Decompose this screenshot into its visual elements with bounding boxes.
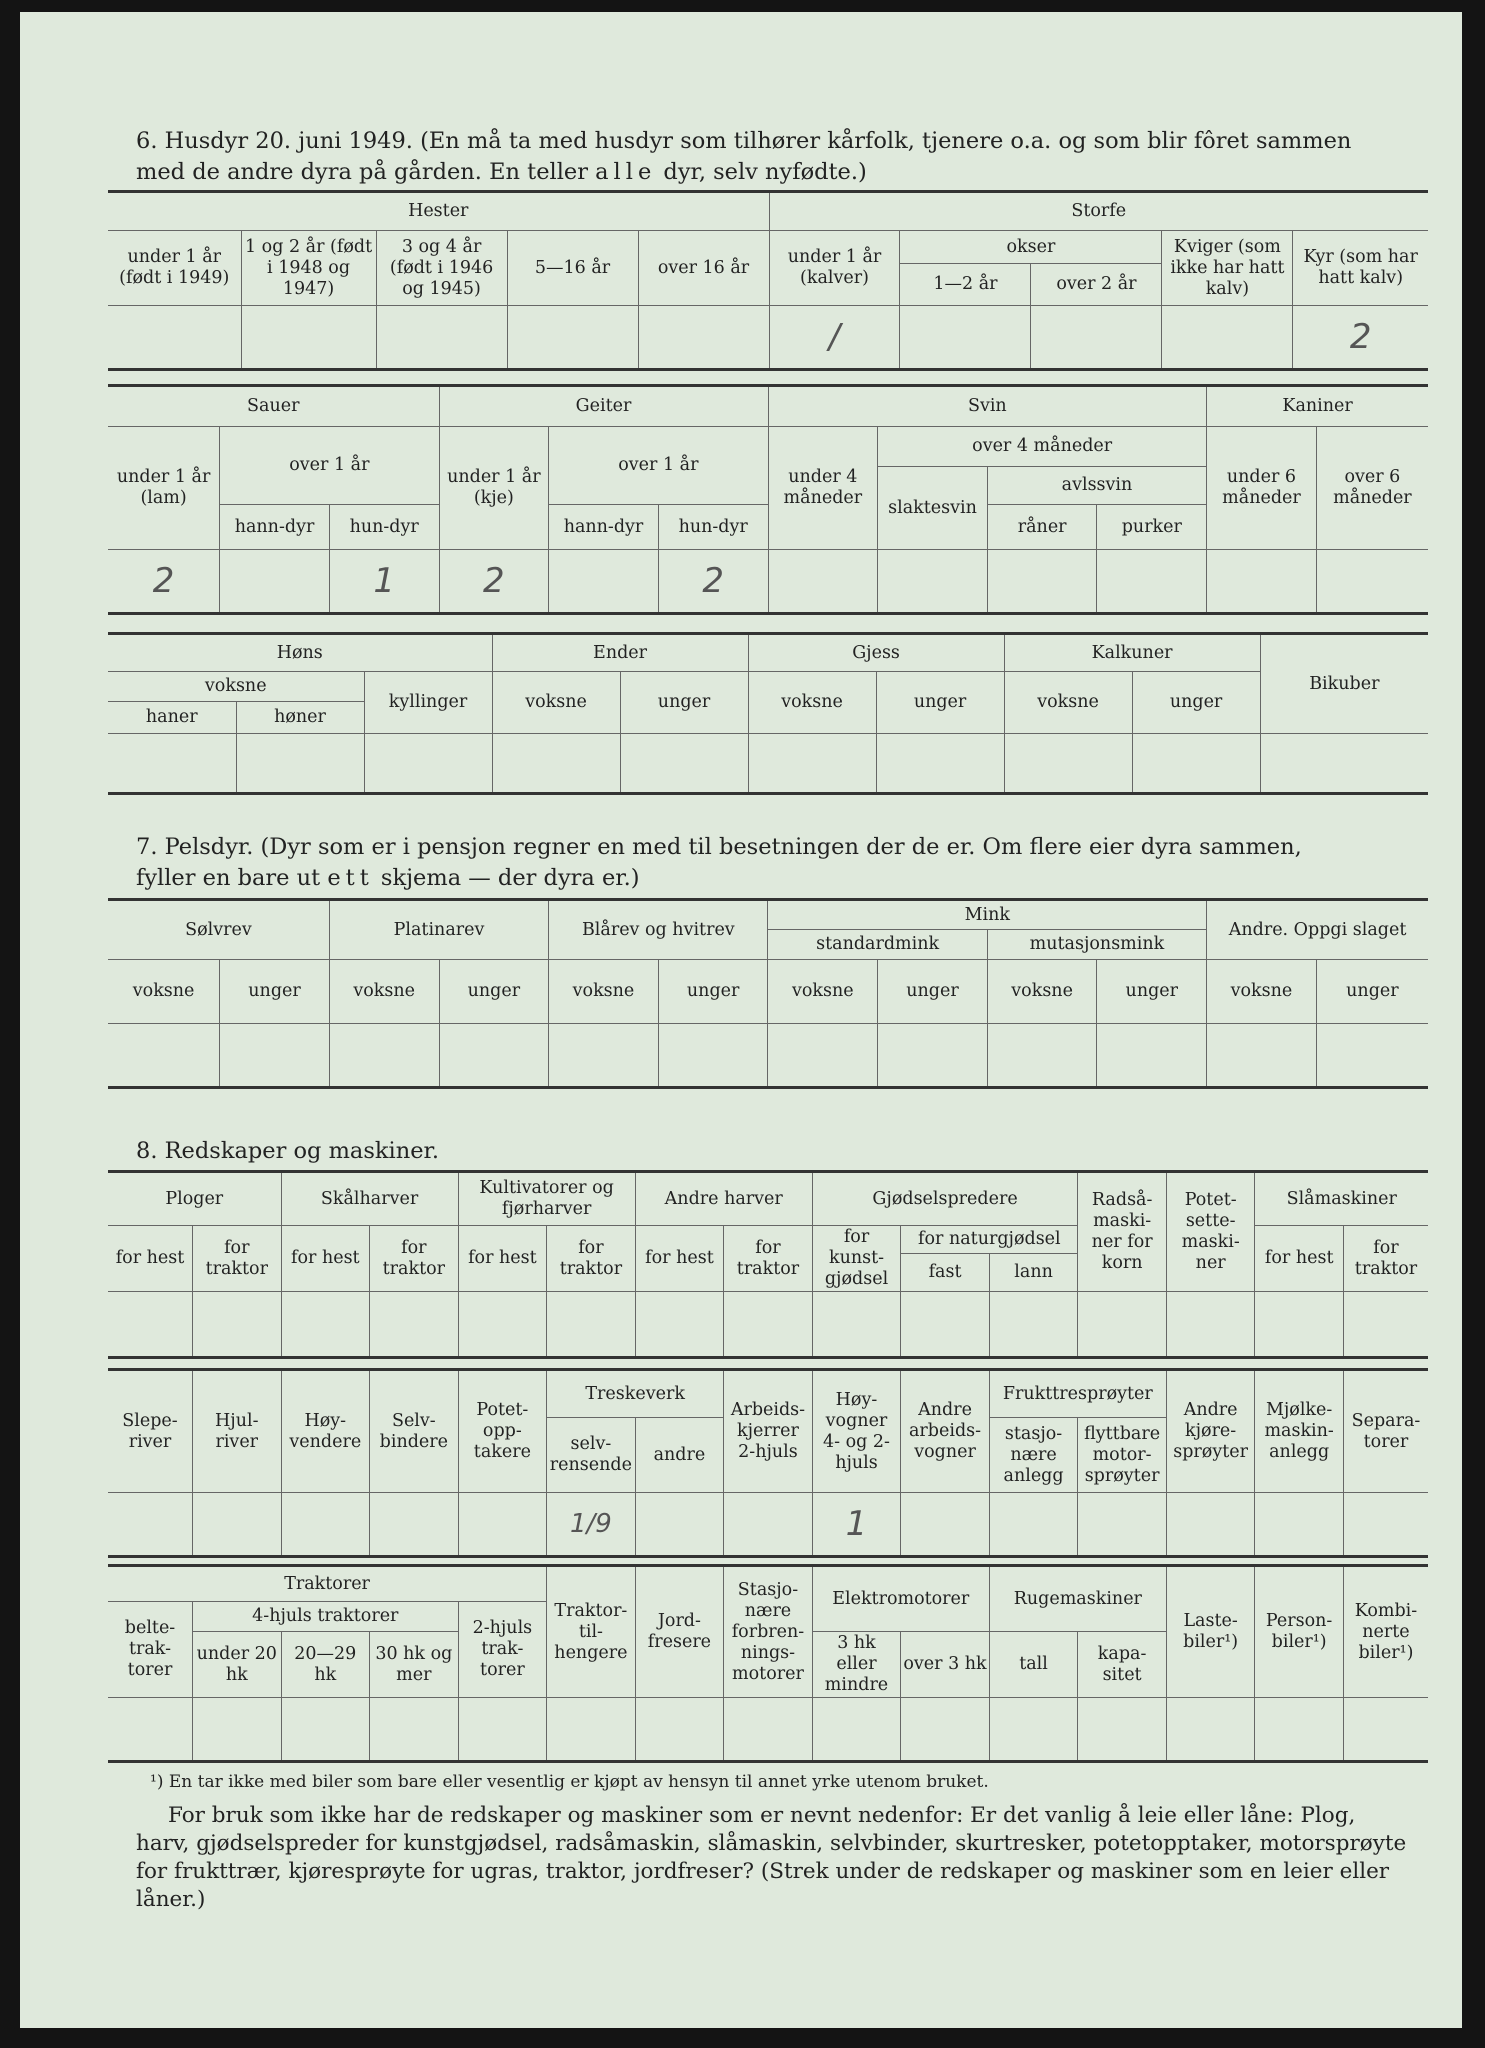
header-rugemaskiner: Rugemaskiner — [989, 1566, 1166, 1632]
header-geiter-handyr: hann-dyr — [549, 505, 659, 550]
entry-cell[interactable] — [1078, 1698, 1167, 1762]
entry-cell[interactable] — [220, 1024, 330, 1088]
rental-question-line: harv, gjødselspreder for kunstgjødsel, radsåmaskin, slåmaskin, selvbinder, skurtresker, potetopptaker, motorsprøyte — [136, 1831, 1407, 1856]
header-beltetraktorer: belte-trak-torer — [108, 1602, 193, 1698]
section-6-title-line2: med de andre dyra på gården. En teller alle dyr, selv nyfødte.) — [136, 159, 867, 185]
header-kjoresproyter: Andre kjøre-sprøyter — [1166, 1370, 1255, 1493]
header-lann: lann — [989, 1253, 1078, 1291]
header-andre-unger: unger — [1316, 960, 1428, 1024]
header-arbeidsvogner: Andre arbeids-vogner — [901, 1370, 990, 1493]
livestock-horses-cattle-table — [108, 190, 1428, 371]
header-kalkuner: Kalkuner — [1004, 634, 1260, 672]
header-solvrev-voksne: voksne — [108, 960, 220, 1024]
header-selvbindere: Selv-bindere — [370, 1370, 459, 1493]
entry-cell[interactable] — [108, 734, 236, 794]
section-6-title-line1: 6. Husdyr 20. juni 1949. (En må ta med husdyr som tilhører kårfolk, tjenere o.a. og som blir fôret sammen — [136, 128, 1352, 154]
header-hons: Høns — [108, 634, 492, 672]
entry-hoyvogner[interactable] — [812, 1493, 901, 1557]
handwritten-kalver: / — [828, 317, 841, 357]
header-honer: høner — [236, 702, 364, 734]
header-potetsettemaskiner: Potet-sette-maski-ner — [1166, 1172, 1255, 1292]
header-kultivatorer: Kultivatorer og fjørharver — [458, 1172, 635, 1226]
header-skalharver-traktor: for traktor — [370, 1226, 459, 1292]
rental-question-line: for frukttrær, kjøresprøyte for ugras, traktor, jordfreser? (Strek under de redskaper og maskiner som en leier eller låner.) — [136, 1859, 1390, 1912]
entry-cell[interactable] — [901, 1698, 990, 1762]
entry-cell[interactable] — [220, 550, 330, 614]
header-geiter: Geiter — [439, 386, 768, 427]
entry-cell[interactable] — [1097, 550, 1207, 614]
header-kyllinger: kyllinger — [364, 672, 492, 734]
header-okser-1-2: 1—2 år — [900, 264, 1031, 306]
entry-cell[interactable] — [1078, 1493, 1167, 1557]
header-ploger-hest: for hest — [108, 1226, 193, 1292]
entry-cell[interactable] — [549, 550, 659, 614]
header-purker: purker — [1097, 505, 1207, 550]
header-bikuber: Bikuber — [1260, 634, 1428, 734]
header-forbrenningsmotorer: Stasjo-nære forbren-nings-motorer — [724, 1566, 813, 1698]
entry-lam[interactable] — [108, 550, 220, 614]
header-4hjuls-traktorer: 4-hjuls traktorer — [193, 1602, 459, 1632]
entry-cell[interactable] — [1078, 1292, 1167, 1358]
header-sauer-over1: over 1 år — [220, 427, 439, 505]
entry-cell[interactable] — [108, 1493, 193, 1557]
header-arbeidskjerrer: Arbeids-kjerrer 2-hjuls — [724, 1370, 813, 1493]
entry-kje[interactable] — [439, 550, 549, 614]
section-7-title-line1: 7. Pelsdyr. (Dyr som er i pensjon regner en med til besetningen der de er. Om flere eier dyra sammen, — [136, 834, 1302, 860]
entry-cell[interactable] — [507, 306, 638, 370]
entry-cell[interactable] — [620, 734, 748, 794]
header-sauer-handyr: hann-dyr — [220, 505, 330, 550]
header-sauer: Sauer — [108, 386, 439, 427]
header-kultivatorer-hest: for hest — [458, 1226, 547, 1292]
header-slamaskiner: Slåmaskiner — [1255, 1172, 1428, 1226]
header-hjulriver: Hjul-river — [193, 1370, 282, 1493]
entry-cell[interactable] — [370, 1698, 459, 1762]
header-storfe: Storfe — [769, 192, 1428, 231]
header-hester-over16: over 16 år — [638, 231, 769, 306]
entry-cell[interactable] — [876, 734, 1004, 794]
header-slaktesvin: slaktesvin — [878, 467, 988, 550]
header-rugemaskiner-kapasitet: kapa-sitet — [1078, 1632, 1167, 1698]
header-platinarev-unger: unger — [439, 960, 549, 1024]
section-6-heading — [136, 126, 1436, 188]
entry-cell[interactable] — [236, 734, 364, 794]
entry-cell[interactable] — [987, 1024, 1097, 1088]
entry-cell[interactable] — [108, 1292, 193, 1358]
entry-cell[interactable] — [193, 1292, 282, 1358]
header-hester-5-16: 5—16 år — [507, 231, 638, 306]
entry-cell[interactable] — [768, 1024, 878, 1088]
entry-cell[interactable] — [549, 1024, 659, 1088]
header-skalharver-hest: for hest — [281, 1226, 370, 1292]
entry-cell[interactable] — [370, 1493, 459, 1557]
header-under-20hk: under 20 hk — [193, 1632, 282, 1698]
entry-cell[interactable] — [900, 306, 1031, 370]
header-kaniner-under6: under 6 måneder — [1207, 427, 1317, 550]
header-fast: fast — [901, 1253, 990, 1291]
header-frukttresproyter: Frukttresprøyter — [989, 1370, 1166, 1418]
entry-cell[interactable] — [281, 1292, 370, 1358]
header-kultivatorer-traktor: for traktor — [547, 1226, 636, 1292]
header-mutasjonsmink-unger: unger — [1097, 960, 1207, 1024]
entry-cell[interactable] — [1343, 1292, 1428, 1358]
entry-cell[interactable] — [989, 1292, 1078, 1358]
handwritten-geiter-hundyr: 2 — [702, 561, 724, 601]
entry-cell[interactable] — [635, 1698, 724, 1762]
header-flyttbare-motorsproyter: flyttbare motor-sprøyter — [1078, 1418, 1167, 1493]
header-elektromotorer: Elektromotorer — [812, 1566, 989, 1632]
header-haner: haner — [108, 702, 236, 734]
header-mutasjonsmink-voksne: voksne — [987, 960, 1097, 1024]
entry-cell[interactable] — [281, 1698, 370, 1762]
header-kaniner: Kaniner — [1207, 386, 1428, 427]
header-ploger: Ploger — [108, 1172, 281, 1226]
livestock-poultry-bees-table — [108, 632, 1428, 795]
header-kviger: Kviger (som ikke har hatt kalv) — [1162, 231, 1293, 306]
header-blarev-voksne: voksne — [549, 960, 659, 1024]
entry-cell[interactable] — [492, 734, 620, 794]
entry-cell[interactable] — [1166, 1698, 1255, 1762]
header-hons-voksne: voksne — [108, 672, 364, 702]
header-geiter-hundyr: hun-dyr — [658, 505, 768, 550]
entry-cell[interactable] — [724, 1698, 813, 1762]
header-gjess-unger: unger — [876, 672, 1004, 734]
header-stasjonare-anlegg: stasjo-nære anlegg — [989, 1418, 1078, 1493]
header-over-3hk: over 3 hk — [901, 1632, 990, 1698]
entry-cell[interactable] — [724, 1292, 813, 1358]
header-solvrev-unger: unger — [220, 960, 330, 1024]
header-svin-under4: under 4 måneder — [768, 427, 878, 550]
header-personbiler: Person-biler¹) — [1255, 1566, 1344, 1698]
entry-cell[interactable] — [989, 1698, 1078, 1762]
header-svin: Svin — [768, 386, 1207, 427]
header-skalharver: Skålharver — [281, 1172, 458, 1226]
entry-cell[interactable] — [364, 734, 492, 794]
header-traktorer: Traktorer — [108, 1566, 547, 1602]
header-hester-1og2: 1 og 2 år (født i 1948 og 1947) — [241, 231, 376, 306]
header-gjess: Gjess — [748, 634, 1004, 672]
entry-cell[interactable] — [108, 1698, 193, 1762]
entry-cell[interactable] — [638, 306, 769, 370]
header-storfe-kalver: under 1 år (kalver) — [769, 231, 900, 306]
rental-question-line: For bruk som ikke har de redskaper og maskiner som er nevnt nedenfor: Er det vanlig å leie eller låne: Plog, — [168, 1803, 1356, 1828]
header-hester-3og4: 3 og 4 år (født i 1946 og 1945) — [376, 231, 507, 306]
header-3hk-eller-mindre: 3 hk eller mindre — [812, 1632, 901, 1698]
header-kaniner-over6: over 6 måneder — [1316, 427, 1428, 550]
handwritten-hoyvogner: 1 — [845, 1504, 868, 1544]
header-mink: Mink — [768, 900, 1207, 930]
section-8-title: 8. Redskaper og maskiner. — [136, 1138, 439, 1164]
entry-cell[interactable] — [458, 1698, 547, 1762]
entry-cell[interactable] — [878, 550, 988, 614]
entry-cell[interactable] — [1166, 1493, 1255, 1557]
entry-cell[interactable] — [193, 1493, 282, 1557]
entry-cell[interactable] — [658, 1024, 768, 1088]
header-ender: Ender — [492, 634, 748, 672]
entry-cell[interactable] — [1097, 1024, 1207, 1088]
header-ender-unger: unger — [620, 672, 748, 734]
header-kje: under 1 år (kje) — [439, 427, 549, 550]
header-platinarev: Platinarev — [329, 900, 548, 960]
header-hester-under1: under 1 år (født i 1949) — [108, 231, 241, 306]
entry-cell[interactable] — [1316, 550, 1428, 614]
entry-cell[interactable] — [768, 550, 878, 614]
header-slamaskiner-traktor: for traktor — [1343, 1226, 1428, 1292]
section-7-title-line2: fyller en bare ut ett skjema — der dyra er.) — [136, 865, 640, 891]
header-gjodselspredere: Gjødselspredere — [812, 1172, 1078, 1226]
header-radsamaskiner: Radså-maski-ner for korn — [1078, 1172, 1167, 1292]
entry-cell[interactable] — [108, 306, 241, 370]
entry-sauer-hundyr[interactable] — [329, 550, 439, 614]
entry-cell[interactable] — [1207, 1024, 1317, 1088]
header-mutasjonsmink: mutasjonsmink — [987, 930, 1206, 960]
header-solvrev: Sølvrev — [108, 900, 329, 960]
entry-cell[interactable] — [241, 306, 376, 370]
implements-table-1 — [108, 1170, 1428, 1359]
entry-cell[interactable] — [1004, 734, 1132, 794]
header-gjess-voksne: voksne — [748, 672, 876, 734]
entry-cell[interactable] — [376, 306, 507, 370]
section-8-heading — [136, 1136, 1436, 1167]
entry-cell[interactable] — [547, 1698, 636, 1762]
entry-cell[interactable] — [370, 1292, 459, 1358]
entry-cell[interactable] — [1207, 550, 1317, 614]
entry-cell[interactable] — [458, 1292, 547, 1358]
header-kombinerte-biler: Kombi-nerte biler¹) — [1343, 1566, 1428, 1698]
header-andre-harver-hest: for hest — [635, 1226, 724, 1292]
entry-cell[interactable] — [439, 1024, 549, 1088]
handwritten-treskeverk: 1/9 — [569, 1509, 612, 1539]
handwritten-kyr: 2 — [1349, 317, 1372, 357]
implements-table-3 — [108, 1564, 1428, 1763]
header-ploger-traktor: for traktor — [193, 1226, 282, 1292]
entry-cell[interactable] — [1260, 734, 1428, 794]
entry-cell[interactable] — [901, 1292, 990, 1358]
rental-question — [136, 1802, 1436, 1914]
header-hoyvendere: Høy-vendere — [281, 1370, 370, 1493]
handwritten-lam: 2 — [152, 561, 175, 601]
entry-kalver[interactable] — [769, 306, 900, 370]
header-standardmink: standardmink — [768, 930, 987, 960]
header-kunstgjodsel: for kunst-gjødsel — [812, 1226, 901, 1292]
entry-selvrensende[interactable] — [547, 1493, 636, 1557]
entry-cell[interactable] — [1255, 1292, 1344, 1358]
header-separatorer: Separa-torer — [1343, 1370, 1428, 1493]
header-treskeverk: Treskeverk — [547, 1370, 724, 1418]
header-2hjuls-traktorer: 2-hjuls trak-torer — [458, 1602, 547, 1698]
header-naturgjodsel: for naturgjødsel — [901, 1226, 1078, 1254]
header-potetopptakere: Potet-opp-takere — [458, 1370, 547, 1493]
entry-kyr[interactable] — [1293, 306, 1428, 370]
handwritten-kje: 2 — [483, 561, 505, 601]
header-treskeverk-andre: andre — [635, 1418, 724, 1493]
entry-cell[interactable] — [812, 1292, 901, 1358]
header-andre: Andre. Oppgi slaget — [1207, 900, 1428, 960]
entry-cell[interactable] — [901, 1493, 990, 1557]
header-20-29hk: 20—29 hk — [281, 1632, 370, 1698]
entry-cell[interactable] — [748, 734, 876, 794]
entry-cell[interactable] — [1166, 1292, 1255, 1358]
entry-cell[interactable] — [1162, 306, 1293, 370]
implements-table-2 — [108, 1368, 1428, 1558]
header-sleperiver: Slepe-river — [108, 1370, 193, 1493]
handwritten-sauer-hundyr: 1 — [373, 561, 395, 601]
fur-animals-table — [108, 898, 1428, 1089]
entry-cell[interactable] — [724, 1493, 813, 1557]
header-okser-over2: over 2 år — [1031, 264, 1162, 306]
header-okser: okser — [900, 231, 1162, 264]
entry-cell[interactable] — [1132, 734, 1260, 794]
entry-cell[interactable] — [458, 1493, 547, 1557]
header-andre-harver-traktor: for traktor — [724, 1226, 813, 1292]
header-geiter-over1: over 1 år — [549, 427, 768, 505]
header-kalkuner-unger: unger — [1132, 672, 1260, 734]
header-andre-harver: Andre harver — [635, 1172, 812, 1226]
header-platinarev-voksne: voksne — [329, 960, 439, 1024]
livestock-sheep-goats-pigs-rabbits-table — [108, 384, 1428, 615]
header-30hk-og-mer: 30 hk og mer — [370, 1632, 459, 1698]
header-hoyvogner: Høy-vogner 4- og 2-hjuls — [812, 1370, 901, 1493]
footnote: ¹) En tar ikke med biler som bare eller vesentlig er kjøpt av hensyn til annet yrke utenom bruket. — [150, 1772, 989, 1792]
header-slamaskiner-hest: for hest — [1255, 1226, 1344, 1292]
header-jordfresere: Jord-fresere — [635, 1566, 724, 1698]
header-standardmink-unger: unger — [878, 960, 988, 1024]
entry-cell[interactable] — [989, 1493, 1078, 1557]
header-blarev: Blårev og hvitrev — [549, 900, 768, 960]
header-traktortilhengere: Traktor-til-hengere — [547, 1566, 636, 1698]
entry-geiter-hundyr[interactable] — [658, 550, 768, 614]
header-mjolkemaskinanlegg: Mjølke-maskin-anlegg — [1255, 1370, 1344, 1493]
header-rugemaskiner-tall: tall — [989, 1632, 1078, 1698]
entry-cell[interactable] — [635, 1493, 724, 1557]
entry-cell[interactable] — [1255, 1698, 1344, 1762]
header-standardmink-voksne: voksne — [768, 960, 878, 1024]
entry-cell[interactable] — [108, 1024, 220, 1088]
header-sauer-hundyr: hun-dyr — [329, 505, 439, 550]
entry-cell[interactable] — [547, 1292, 636, 1358]
header-hester: Hester — [108, 192, 769, 231]
entry-cell[interactable] — [1316, 1024, 1428, 1088]
header-andre-voksne: voksne — [1207, 960, 1317, 1024]
header-kalkuner-voksne: voksne — [1004, 672, 1132, 734]
entry-cell[interactable] — [812, 1698, 901, 1762]
header-raner: råner — [987, 505, 1097, 550]
header-ender-voksne: voksne — [492, 672, 620, 734]
header-lam: under 1 år (lam) — [108, 427, 220, 550]
entry-cell[interactable] — [878, 1024, 988, 1088]
entry-cell[interactable] — [1343, 1698, 1428, 1762]
entry-cell[interactable] — [987, 550, 1097, 614]
header-kyr: Kyr (som har hatt kalv) — [1293, 231, 1428, 306]
header-selvrensende: selv-rensende — [547, 1418, 636, 1493]
header-blarev-unger: unger — [658, 960, 768, 1024]
census-form-page — [20, 12, 1462, 2028]
header-lastebiler: Laste-biler¹) — [1166, 1566, 1255, 1698]
entry-cell[interactable] — [1343, 1493, 1428, 1557]
entry-cell[interactable] — [1031, 306, 1162, 370]
section-7-heading — [136, 832, 1436, 894]
entry-cell[interactable] — [193, 1698, 282, 1762]
entry-cell[interactable] — [635, 1292, 724, 1358]
header-avlssvin: avlssvin — [987, 467, 1206, 505]
entry-cell[interactable] — [281, 1493, 370, 1557]
entry-cell[interactable] — [1255, 1493, 1344, 1557]
header-svin-over4: over 4 måneder — [878, 427, 1207, 467]
entry-cell[interactable] — [329, 1024, 439, 1088]
